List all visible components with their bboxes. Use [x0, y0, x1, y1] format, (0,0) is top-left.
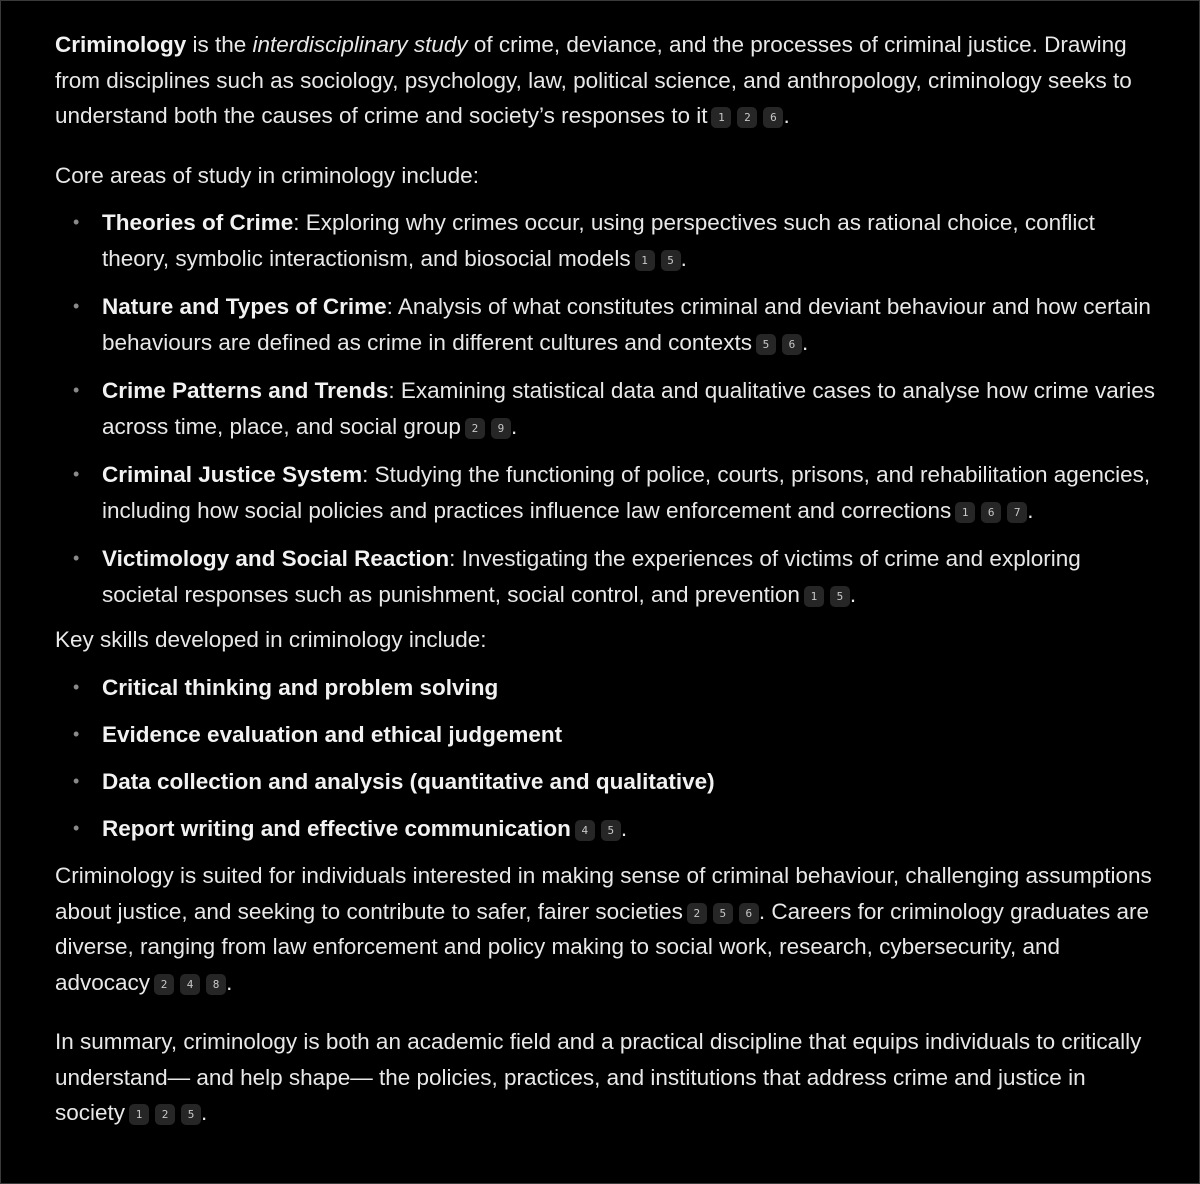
citation-chip[interactable]: 4: [575, 820, 595, 841]
item-title: Criminal Justice System: [102, 462, 363, 487]
list-item: [55, 373, 1155, 444]
intro-paragraph: [55, 27, 1155, 134]
bullet-icon: •: [73, 676, 80, 697]
skill-title: Data collection and analysis (quantitative and qualitative): [102, 768, 715, 794]
citation-chip[interactable]: 7: [1007, 502, 1027, 523]
skill-title: Critical thinking and problem solving: [102, 674, 499, 700]
citation-chip[interactable]: 1: [129, 1104, 149, 1125]
item-text: : Studying the functioning of police, courts, prisons, and rehabilitation agencies, including how social policies and practices influence law enforcement and corrections: [102, 462, 1151, 523]
citation-group: [800, 582, 856, 607]
intro-text-2: of crime, deviance, and the processes of criminal justice. Drawing from disciplines such as sociology, psychology, law, political science, and anthropology, criminology seeks to understand both the causes of crime and society’s responses to it: [55, 32, 1132, 128]
item-title: Theories of Crime: [102, 210, 294, 235]
sentence-end: .: [620, 815, 628, 841]
citation-group: [707, 103, 789, 128]
citation-chip[interactable]: 2: [154, 974, 174, 995]
sentence-end: .: [226, 969, 233, 995]
citation-chip[interactable]: 1: [711, 107, 731, 128]
list-item: [55, 457, 1155, 528]
sentence-end: .: [680, 245, 687, 271]
citation-chip[interactable]: 5: [181, 1104, 201, 1125]
bullet-icon: •: [73, 296, 80, 316]
suited-text-2: . Careers for criminology graduates are diverse, ranging from law enforcement and policy making to social work, research, cybersecurity, and advocacy: [55, 898, 1150, 995]
citation-chip[interactable]: 6: [739, 903, 759, 924]
sentence-end: .: [801, 329, 809, 355]
list-item: [55, 205, 1155, 276]
skills-list: [55, 670, 1155, 847]
item-text: : Exploring why crimes occur, using perspectives such as rational choice, conflict theory, symbolic interactionism, and biosocial models: [102, 210, 1095, 271]
skill-title: Report writing and effective communication: [102, 815, 571, 841]
citation-chip[interactable]: 2: [465, 418, 485, 439]
suited-text-1: Criminology is suited for individuals interested in making sense of criminal behaviour, challenging assumptions about justice, and seeking to contribute to safer, fairer societies: [55, 863, 1152, 924]
core-areas-list: [55, 205, 1155, 612]
citation-chip[interactable]: 9: [491, 418, 511, 439]
citation-chip[interactable]: 5: [756, 334, 776, 355]
citation-chip[interactable]: 5: [713, 903, 733, 924]
summary-paragraph: [55, 1024, 1155, 1131]
item-text: : Investigating the experiences of victims of crime and exploring societal responses such as punishment, social control, and prevention: [102, 546, 1081, 607]
sentence-end: .: [783, 103, 790, 128]
citation-chip[interactable]: 2: [155, 1104, 175, 1125]
citation-chip[interactable]: 5: [661, 250, 681, 271]
list-item: [55, 717, 1155, 753]
core-areas-intro: Core areas of study in criminology include:: [55, 162, 479, 188]
sentence-end: .: [849, 581, 857, 607]
list-item: [55, 541, 1155, 612]
citation-chip[interactable]: 5: [830, 586, 850, 607]
sentence-end: .: [201, 1100, 208, 1125]
bullet-icon: •: [73, 464, 80, 484]
bullet-icon: •: [73, 380, 80, 400]
intro-text-1: is the: [186, 32, 253, 57]
sentence-end: .: [510, 413, 518, 439]
bullet-icon: •: [73, 548, 80, 568]
citation-chip[interactable]: 8: [206, 974, 226, 995]
citation-chip[interactable]: 1: [955, 502, 975, 523]
citation-chip[interactable]: 4: [180, 974, 200, 995]
citation-group: [461, 414, 517, 439]
skills-intro: Key skills developed in criminology include:: [55, 627, 487, 652]
citation-chip[interactable]: 5: [601, 820, 621, 841]
item-text: : Analysis of what constitutes criminal and deviant behaviour and how certain behaviours are defined as crime in different cultures and contexts: [102, 294, 1151, 355]
bullet-icon: •: [73, 770, 80, 791]
bullet-icon: •: [73, 212, 80, 232]
suited-paragraph: [55, 858, 1155, 1000]
item-text: : Examining statistical data and qualitative cases to analyse how crime varies across time, place, and social group: [102, 378, 1155, 439]
item-title: Victimology and Social Reaction: [102, 546, 450, 571]
intro-emphasis: interdisciplinary study: [252, 32, 468, 57]
bullet-icon: •: [73, 817, 80, 838]
citation-chip[interactable]: 1: [635, 250, 655, 271]
sentence-end: .: [1027, 497, 1034, 523]
citation-group: [683, 899, 759, 924]
item-title: Crime Patterns and Trends: [102, 378, 389, 403]
answer-content: [55, 27, 1155, 1131]
citation-chip[interactable]: 6: [981, 502, 1001, 523]
citation-group: [150, 970, 232, 995]
list-item: [55, 289, 1155, 360]
citation-group: [752, 330, 808, 355]
citation-chip[interactable]: 2: [737, 107, 757, 128]
citation-group: [125, 1100, 207, 1125]
citation-chip[interactable]: 6: [763, 107, 783, 128]
citation-group: [951, 498, 1033, 523]
citation-group: [631, 246, 687, 271]
list-item: [55, 811, 1155, 847]
bullet-icon: •: [73, 723, 80, 744]
summary-text: In summary, criminology is both an academic field and a practical discipline that equips individuals to critically understand— and help shape— the policies, practices, and institutions that address crime and justice in society: [55, 1029, 1142, 1125]
citation-group: [571, 816, 627, 841]
list-item: [55, 670, 1155, 706]
list-item: [55, 764, 1155, 800]
citation-chip[interactable]: 1: [804, 586, 824, 607]
intro-term: Criminology: [55, 32, 187, 57]
skill-title: Evidence evaluation and ethical judgement: [102, 721, 563, 747]
citation-chip[interactable]: 6: [782, 334, 802, 355]
citation-chip[interactable]: 2: [687, 903, 707, 924]
item-title: Nature and Types of Crime: [102, 294, 387, 319]
